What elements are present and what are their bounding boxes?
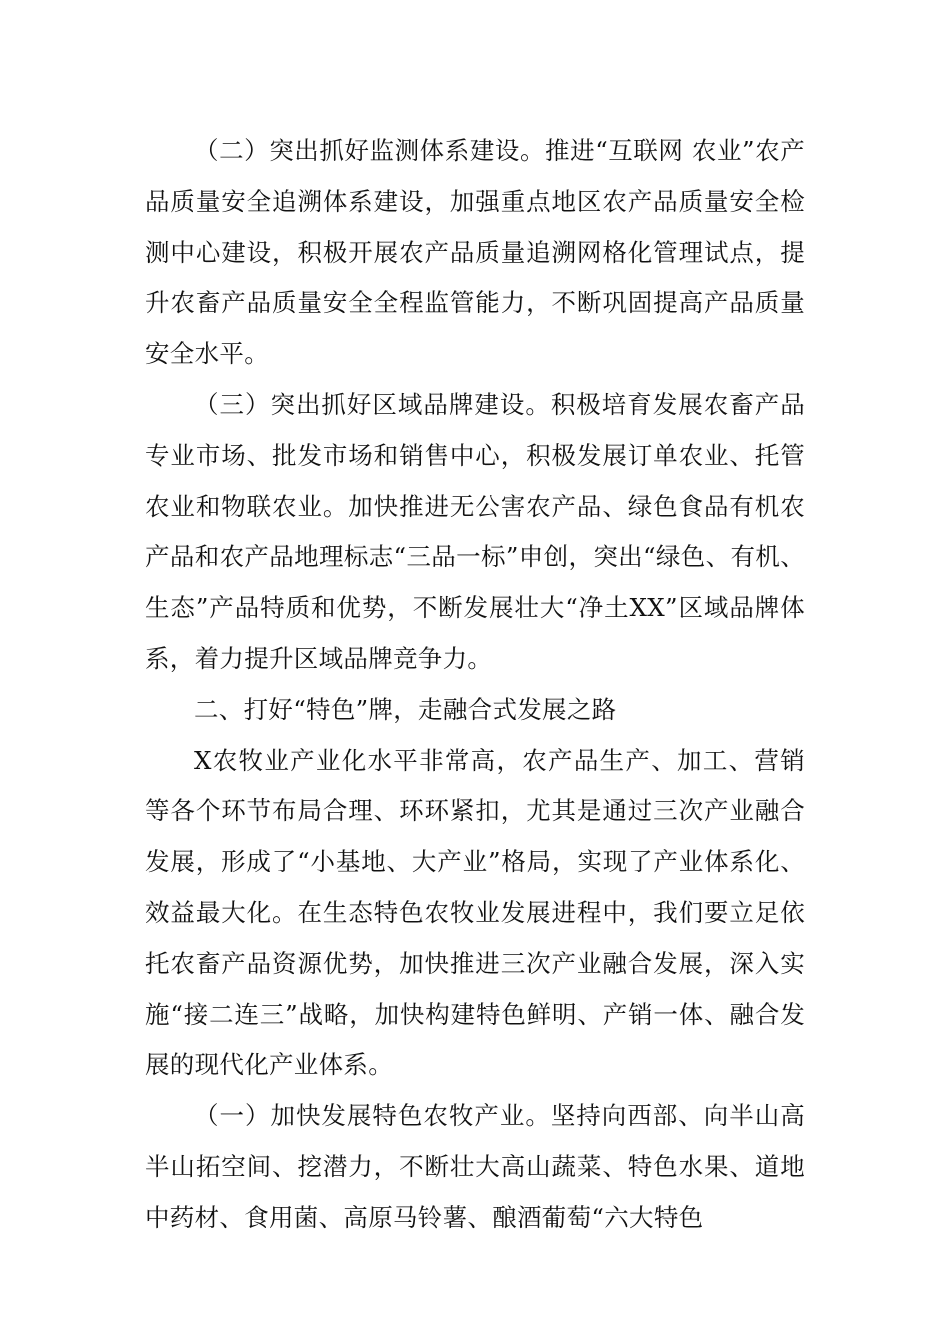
document-body: [145, 126, 805, 1244]
paragraph-special-industry: （一）加快发展特色农牧产业。坚持向西部、向半山高半山拓空间、挖潜力，不断壮大高山蔬菜、特色水果、道地中药材、食用菌、高原马铃薯、酿酒葡萄“六大特色: [145, 1101, 805, 1232]
paragraph-industrialization: X农牧业产业化水平非常高，农产品生产、加工、营销等各个环节布局合理、环环紧扣，尤其是通过三次产业融合发展，形成了“小基地、大产业”格局，实现了产业体系化、效益最大化。在生态特色农牧业发展进程中，我们要立足依托农畜产品资源优势，加快推进三次产业融合发展，深入实施“接二连三”战略，加快构建特色鲜明、产销一体、融合发展的现代化产业体系。: [145, 745, 805, 1080]
section-heading-special-brand: 二、打好“特色”牌，走融合式发展之路: [194, 694, 617, 724]
paragraph-regional-brand: （三）突出抓好区域品牌建设。积极培育发展农畜产品专业市场、批发市场和销售中心，积极发展订单农业、托管农业和物联农业。加快推进无公害农产品、绿色食品有机农产品和农产品地理标志“三品一标”申创，突出“绿色、有机、生态”产品特质和优势，不断发展壮大“净土XX”区域品牌体系，着力提升区域品牌竞争力。: [145, 389, 805, 673]
paragraph-monitoring-system: （二）突出抓好监测体系建设。推进“互联网 农业”农产品质量安全追溯体系建设，加强重点地区农产品质量安全检测中心建设，积极开展农产品质量追溯网格化管理试点，提升农畜产品质量安全全程监管能力，不断巩固提高产品质量安全水平。: [145, 136, 805, 369]
